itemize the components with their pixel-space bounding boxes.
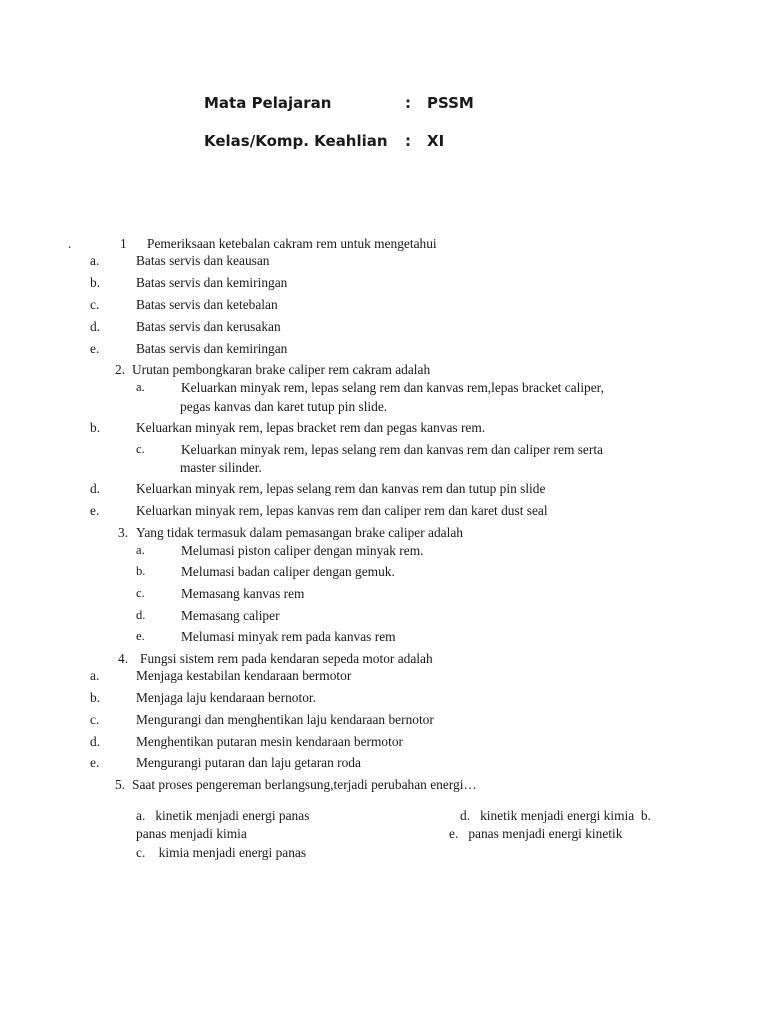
q4-option-e-text: Mengurangi putaran dan laju getaran roda: [136, 755, 361, 770]
q2-option-b-text: Keluarkan minyak rem, lepas bracket rem dan pegas kanvas rem.: [136, 420, 486, 435]
q3-option-c-letter: c.: [136, 586, 145, 600]
q4-option-e-letter: e.: [90, 755, 100, 770]
q1-option-e-text: Batas servis dan kemiringan: [136, 341, 288, 356]
question-1-text: Pemeriksaan ketebalan cakram rem untuk mengetahui: [147, 236, 437, 251]
question-2-number: 2.: [115, 362, 126, 377]
q1-option-c-letter: c.: [90, 297, 100, 312]
question-3-number: 3.: [118, 525, 129, 540]
q2-option-a-line2: pegas kanvas dan karet tutup pin slide.: [180, 399, 388, 414]
q5-line1-left: a. kinetik menjadi energi panas: [136, 808, 310, 823]
q1-option-c-text: Batas servis dan ketebalan: [136, 297, 278, 312]
subject-value: PSSM: [427, 94, 474, 112]
question-2-text: Urutan pembongkaran brake caliper rem cakram adalah: [132, 362, 431, 377]
q1-option-d-letter: d.: [90, 319, 101, 334]
q3-option-b-letter: b.: [136, 564, 146, 578]
q5-line2-right: e. panas menjadi energi kinetik: [449, 826, 623, 841]
q1-option-a-letter: a.: [90, 253, 100, 268]
q2-option-d-text: Keluarkan minyak rem, lepas selang rem dan kanvas rem dan tutup pin slide: [136, 481, 546, 496]
q2-option-c-line2: master silinder.: [180, 460, 262, 475]
q4-option-d-letter: d.: [90, 734, 101, 749]
q2-option-c-letter: c.: [136, 442, 145, 456]
question-1-number: 1: [120, 236, 127, 251]
q2-option-b-letter: b.: [90, 420, 101, 435]
subject-label: Mata Pelajaran: [204, 94, 332, 112]
q1-option-b-text: Batas servis dan kemiringan: [136, 275, 288, 290]
q4-option-c-text: Mengurangi dan menghentikan laju kendaraan bernotor: [136, 712, 434, 727]
question-3-text: Yang tidak termasuk dalam pemasangan brake caliper adalah: [136, 525, 463, 540]
q2-option-a-letter: a.: [136, 380, 145, 394]
question-4-number: 4.: [118, 651, 129, 666]
q5-line1-right: d. kinetik menjadi energi kimia b.: [460, 808, 651, 823]
question-5-text: Saat proses pengereman berlangsung,terjadi perubahan energi…: [132, 777, 477, 792]
q3-option-e-letter: e.: [136, 629, 145, 643]
q1-option-b-letter: b.: [90, 275, 101, 290]
class-value: XI: [427, 132, 445, 150]
q3-option-b-text: Melumasi badan caliper dengan gemuk.: [181, 564, 395, 579]
subject-colon: :: [405, 94, 411, 112]
question-5-number: 5.: [115, 777, 126, 792]
q4-option-a-text: Menjaga kestabilan kendaraan bermotor: [136, 668, 352, 683]
q4-option-b-text: Menjaga laju kendaraan bernotor.: [136, 690, 316, 705]
q3-option-a-letter: a.: [136, 543, 145, 557]
q4-option-c-letter: c.: [90, 712, 100, 727]
q1-option-d-text: Batas servis dan kerusakan: [136, 319, 281, 334]
q2-option-a-line1: Keluarkan minyak rem, lepas selang rem dan kanvas rem,lepas bracket caliper,: [181, 380, 604, 395]
q3-option-a-text: Melumasi piston caliper dengan minyak rem.: [181, 543, 424, 558]
q2-option-e-letter: e.: [90, 503, 100, 518]
class-colon: :: [405, 132, 411, 150]
q1-option-a-text: Batas servis dan keausan: [136, 253, 270, 268]
q2-option-c-line1: Keluarkan minyak rem, lepas selang rem dan kanvas rem dan caliper rem serta: [181, 442, 604, 457]
q1-option-e-letter: e.: [90, 341, 100, 356]
question-4-text: Fungsi sistem rem pada kendaran sepeda motor adalah: [140, 651, 433, 666]
q4-option-a-letter: a.: [90, 668, 100, 683]
q3-option-d-text: Memasang caliper: [181, 608, 280, 623]
q3-option-d-letter: d.: [136, 608, 146, 622]
stray-dot: .: [68, 236, 72, 251]
q2-option-d-letter: d.: [90, 481, 101, 496]
class-label: Kelas/Komp. Keahlian: [204, 132, 388, 150]
q5-line3-left: c. kimia menjadi energi panas: [136, 845, 307, 860]
q5-line2-left: panas menjadi kimia: [136, 826, 247, 841]
q2-option-e-text: Keluarkan minyak rem, lepas kanvas rem dan caliper rem dan karet dust seal: [136, 503, 548, 518]
q3-option-c-text: Memasang kanvas rem: [181, 586, 305, 601]
q4-option-b-letter: b.: [90, 690, 101, 705]
q4-option-d-text: Menghentikan putaran mesin kendaraan bermotor: [136, 734, 403, 749]
q3-option-e-text: Melumasi minyak rem pada kanvas rem: [181, 629, 396, 644]
